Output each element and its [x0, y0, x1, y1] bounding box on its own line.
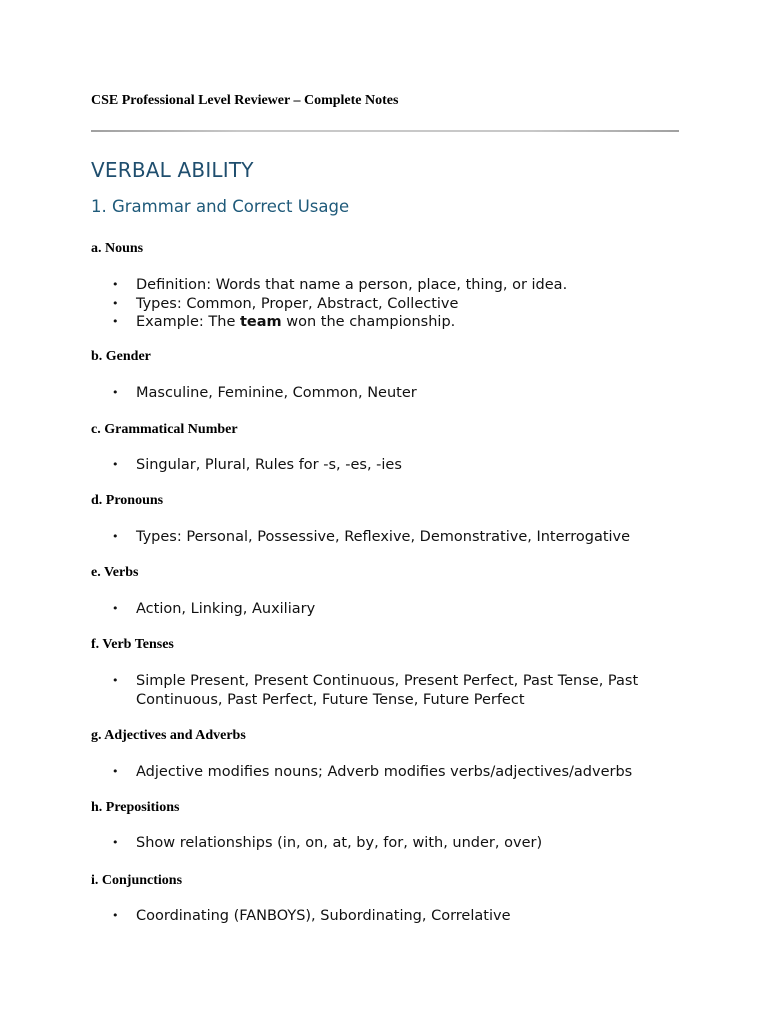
section-conjunctions — [91, 872, 679, 926]
section-title: b. Gender — [91, 349, 151, 364]
list-item — [91, 295, 679, 314]
bullet-list — [91, 907, 679, 926]
bullet-icon: • — [112, 296, 119, 310]
list-item-text: Masculine, Feminine, Common, Neuter — [136, 385, 417, 401]
bullet-list — [91, 600, 679, 619]
bullet-list — [91, 384, 679, 403]
bullet-icon: • — [112, 765, 119, 778]
list-item — [91, 763, 679, 782]
list-item-text: Action, Linking, Auxiliary — [136, 601, 316, 617]
list-item-text: Example: The — [136, 314, 240, 330]
bullet-list — [91, 276, 679, 332]
section-gender — [91, 348, 679, 403]
bullet-list — [91, 456, 679, 475]
list-item-text: Types: Common, Proper, Abstract, Collective — [136, 295, 459, 312]
list-item — [91, 313, 679, 332]
section-nouns — [91, 240, 679, 332]
list-item — [91, 456, 679, 475]
list-item — [91, 834, 679, 853]
list-item — [91, 528, 679, 547]
list-item — [91, 600, 679, 619]
section-title: h. Prepositions — [91, 800, 180, 815]
bullet-list — [91, 672, 679, 709]
section-verbs — [91, 564, 679, 619]
list-item-text: Definition: Words that name a person, place, thing, or idea. — [136, 277, 568, 293]
list-item-text: Coordinating (FANBOYS), Subordinating, Correlative — [136, 908, 511, 924]
bullet-icon: • — [112, 315, 119, 328]
section-title: d. Pronouns — [91, 493, 164, 508]
bullet-icon: • — [112, 278, 119, 291]
section-title: i. Conjunctions — [91, 873, 183, 888]
section-pronouns — [91, 492, 679, 547]
bullet-icon: • — [112, 674, 119, 687]
subsection-heading: 1. Grammar and Correct Usage — [91, 197, 350, 216]
document-title: CSE Professional Level Reviewer – Complete Notes — [91, 93, 399, 108]
list-item-text: Adjective modifies nouns; Adverb modifies verbs/adjectives/adverbs — [136, 764, 633, 780]
bullet-list — [91, 834, 679, 853]
bullet-icon: • — [112, 530, 119, 543]
bullet-list — [91, 528, 679, 547]
section-prepositions — [91, 799, 679, 853]
list-item — [91, 276, 679, 295]
bullet-icon: • — [112, 458, 119, 471]
list-item-text: Show relationships (in, on, at, by, for, with, under, over) — [136, 835, 543, 851]
section-title: a. Nouns — [91, 241, 144, 256]
list-item — [91, 384, 679, 403]
bold-term: team — [239, 314, 282, 330]
bullet-icon: • — [112, 602, 119, 615]
list-item — [91, 672, 679, 709]
header-divider — [91, 130, 679, 132]
section-adjectives-adverbs — [91, 727, 679, 782]
bullet-icon: • — [112, 909, 119, 922]
section-title: f. Verb Tenses — [91, 637, 174, 652]
list-item-text: Types: Personal, Possessive, Reflexive, Demonstrative, Interrogative — [136, 529, 631, 545]
list-item-text: Simple Present, Present Continuous, Present Perfect, Past Tense, Past Continuous, Past Perfect, Future Tense, Future Perfect — [136, 673, 639, 708]
bullet-list — [91, 763, 679, 782]
list-item-text: Singular, Plural, Rules for -s, -es, -ies — [136, 457, 402, 473]
bullet-icon: • — [112, 836, 119, 849]
section-heading: VERBAL ABILITY — [91, 158, 254, 182]
section-grammatical-number — [91, 421, 679, 475]
bullet-icon: • — [112, 386, 119, 399]
section-title: c. Grammatical Number — [91, 422, 238, 437]
list-item-text: won the championship. — [281, 314, 456, 330]
section-title: g. Adjectives and Adverbs — [91, 728, 246, 743]
section-title: e. Verbs — [91, 565, 139, 580]
section-verb-tenses — [91, 636, 679, 709]
list-item — [91, 907, 679, 926]
